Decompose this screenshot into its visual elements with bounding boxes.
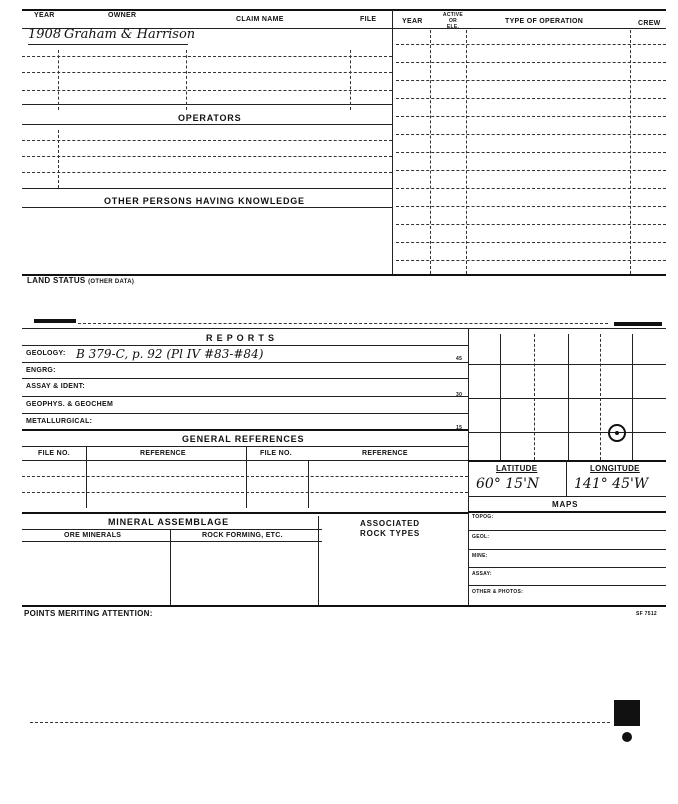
header-file: FILE: [360, 16, 377, 23]
longitude-value: 141° 45'W: [574, 476, 649, 492]
points-meriting-attention: POINTS MERITING ATTENTION:: [24, 609, 153, 618]
maps-label-topog: TOPOG:: [472, 514, 494, 520]
maps-label-other-photos: OTHER & PHOTOS:: [472, 589, 524, 595]
latitude-label: LATITUDE: [496, 464, 538, 473]
associated-label: ASSOCIATED: [360, 519, 420, 528]
land-status-label: [27, 276, 134, 285]
scan-mark: [614, 700, 640, 726]
mineral-assemblage-title: MINERAL ASSEMBLAGE: [108, 517, 229, 527]
rock-types-label: ROCK TYPES: [360, 529, 421, 538]
form-number: SF 7512: [636, 611, 658, 617]
location-marker-icon: [608, 424, 626, 442]
longitude-label: LONGITUDE: [590, 464, 640, 473]
ore-minerals-header: ORE MINERALS: [64, 532, 122, 539]
maps-label-assay: ASSAY:: [472, 571, 492, 577]
header-type-of-operation: TYPE OF OPERATION: [505, 18, 584, 25]
ref-header-reference-2: REFERENCE: [362, 450, 408, 457]
header-active: ACTIVE OR ELE.: [442, 12, 464, 30]
entry-owner: Graham & Harrison: [64, 27, 196, 42]
report-label-geophys: GEOPHYS. & GEOCHEM: [26, 401, 114, 408]
margin-number-30: 30: [456, 392, 463, 398]
header-owner: OWNER: [108, 12, 137, 19]
report-label-assay: ASSAY & IDENT:: [26, 383, 86, 390]
header-claim-name: CLAIM NAME: [236, 16, 284, 23]
header-year-2: YEAR: [402, 18, 423, 25]
latitude-value: 60° 15'N: [476, 476, 540, 492]
operators-heading: OPERATORS: [178, 113, 242, 123]
header-crew: CREW: [638, 20, 661, 27]
other-persons-heading: OTHER PERSONS HAVING KNOWLEDGE: [104, 196, 305, 206]
header-year: YEAR: [34, 12, 55, 19]
ref-header-file-no-1: FILE NO.: [38, 450, 70, 457]
report-label-engrg: ENGRG:: [26, 367, 56, 374]
ref-header-reference-1: REFERENCE: [140, 450, 186, 457]
rock-forming-header: ROCK FORMING, ETC.: [202, 532, 283, 539]
maps-label-mine: MINE:: [472, 553, 488, 559]
general-references-title: GENERAL REFERENCES: [182, 434, 305, 444]
margin-number-45: 45: [456, 356, 463, 362]
report-label-geology: GEOLOGY:: [26, 350, 66, 357]
reports-title: R E P O R T S: [206, 333, 275, 343]
report-label-metallurgical: METALLURGICAL:: [26, 418, 93, 425]
scan-mark-small: [622, 732, 632, 742]
entry-year: 1908: [28, 27, 62, 42]
location-grid: [468, 330, 666, 460]
land-status-note: (OTHER DATA): [88, 279, 135, 285]
ref-header-file-no-2: FILE NO.: [260, 450, 292, 457]
land-status-text: LAND STATUS: [27, 276, 86, 285]
maps-title: MAPS: [552, 500, 579, 509]
report-value-geology: B 379-C, p. 92 (Pl IV #83-#84): [76, 347, 264, 361]
footer-rule: [30, 722, 610, 723]
margin-number-15: 15: [456, 425, 463, 431]
maps-label-geol: GEOL:: [472, 534, 490, 540]
